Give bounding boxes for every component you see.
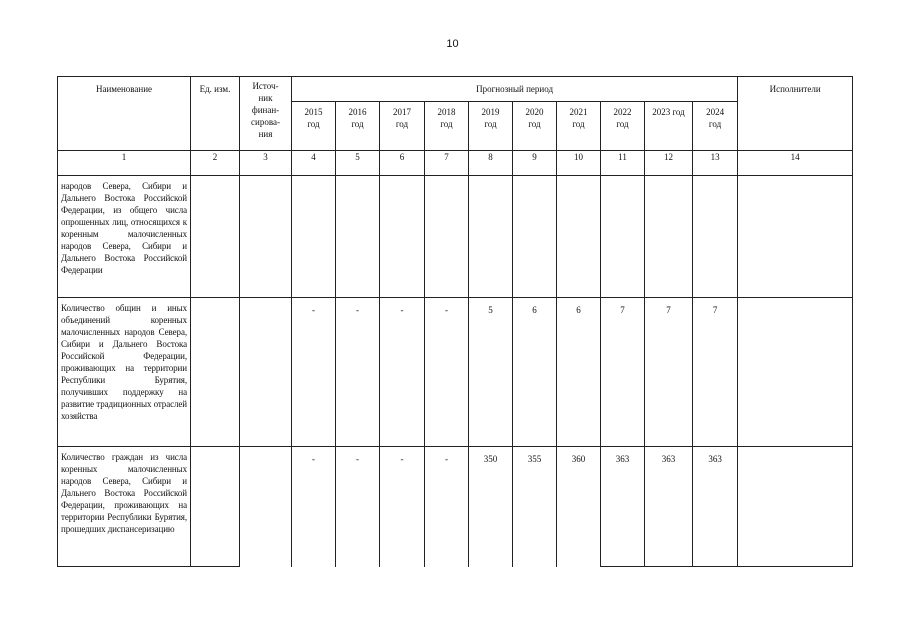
- column-number: 4: [292, 151, 336, 176]
- row-value: 363: [693, 447, 738, 567]
- row-value: 350: [469, 447, 513, 567]
- header-year: 2024 год: [693, 102, 738, 151]
- column-number: 5: [336, 151, 380, 176]
- row-unit: [191, 298, 240, 447]
- column-number-row: [58, 151, 853, 176]
- column-number: 9: [513, 151, 557, 176]
- row-value: -: [380, 298, 425, 447]
- row-value: -: [292, 298, 336, 447]
- row-value: [469, 176, 513, 298]
- row-executors: [738, 447, 853, 567]
- table-row: [58, 447, 853, 567]
- row-value: -: [292, 447, 336, 567]
- table-row: [58, 176, 853, 298]
- row-unit: [191, 447, 240, 567]
- row-source: [240, 298, 292, 447]
- column-number: 14: [738, 151, 853, 176]
- row-value: 7: [645, 298, 693, 447]
- row-value: [601, 176, 645, 298]
- row-name: Количество общин и иных объединений коренных малочисленных народов Севера, Сибири и Дальнего Востока Российской Федерации, проживающих на территории Республики Бурятия, получивших поддержку на развитие традиционных отраслей хозяйства: [58, 298, 191, 447]
- row-value: 7: [601, 298, 645, 447]
- header-forecast-period: Прогнозный период: [292, 77, 738, 102]
- row-name: народов Севера, Сибири и Дальнего Востока Российской Федерации, из общего числа опрошенных лиц, относящихся к коренным малочисленных народов Севера, Сибири и Дальнего Востока Российской Федерации: [58, 176, 191, 298]
- row-executors: [738, 298, 853, 447]
- row-value: 5: [469, 298, 513, 447]
- header-unit: Ед. изм.: [191, 77, 240, 151]
- header-name: Наименование: [58, 77, 191, 151]
- row-value: [513, 176, 557, 298]
- header-year: 2017 год: [380, 102, 425, 151]
- row-value: [693, 176, 738, 298]
- column-number: 3: [240, 151, 292, 176]
- row-value: -: [336, 447, 380, 567]
- row-value: 360: [557, 447, 601, 567]
- row-value: -: [425, 298, 469, 447]
- row-unit: [191, 176, 240, 298]
- header-executors: Исполнители: [738, 77, 853, 151]
- header-source: Источ- ник финан- сирова- ния: [240, 77, 292, 151]
- column-number: 7: [425, 151, 469, 176]
- header-year: 2016 год: [336, 102, 380, 151]
- column-number: 8: [469, 151, 513, 176]
- row-executors: [738, 176, 853, 298]
- row-value: -: [425, 447, 469, 567]
- forecast-table: [57, 76, 853, 567]
- row-value: 363: [601, 447, 645, 567]
- row-value: [292, 176, 336, 298]
- header-year: 2023 год: [645, 102, 693, 151]
- row-value: [380, 176, 425, 298]
- column-number: 10: [557, 151, 601, 176]
- column-number: 12: [645, 151, 693, 176]
- table-row: [58, 298, 853, 447]
- header-year: 2015 год: [292, 102, 336, 151]
- row-name: Количество граждан из числа коренных малочисленных народов Севера, Сибири и Дальнего Востока Российской Федерации, проживающих на территории Республики Бурятия, прошедших диспансеризацию: [58, 447, 191, 567]
- row-value: -: [336, 298, 380, 447]
- header-year: 2018 год: [425, 102, 469, 151]
- row-value: [425, 176, 469, 298]
- row-source: [240, 447, 292, 567]
- column-number: 13: [693, 151, 738, 176]
- header-year: 2022 год: [601, 102, 645, 151]
- row-value: 7: [693, 298, 738, 447]
- row-value: -: [380, 447, 425, 567]
- column-number: 11: [601, 151, 645, 176]
- row-value: 6: [557, 298, 601, 447]
- row-source: [240, 176, 292, 298]
- column-number: 6: [380, 151, 425, 176]
- column-number: 2: [191, 151, 240, 176]
- header-year: 2020 год: [513, 102, 557, 151]
- row-value: 363: [645, 447, 693, 567]
- row-value: 6: [513, 298, 557, 447]
- header-row-top: [58, 77, 853, 102]
- row-value: 355: [513, 447, 557, 567]
- row-value: [557, 176, 601, 298]
- column-number: 1: [58, 151, 191, 176]
- header-year: 2021 год: [557, 102, 601, 151]
- row-value: [336, 176, 380, 298]
- row-value: [645, 176, 693, 298]
- header-year: 2019 год: [469, 102, 513, 151]
- page-number: 10: [446, 38, 459, 50]
